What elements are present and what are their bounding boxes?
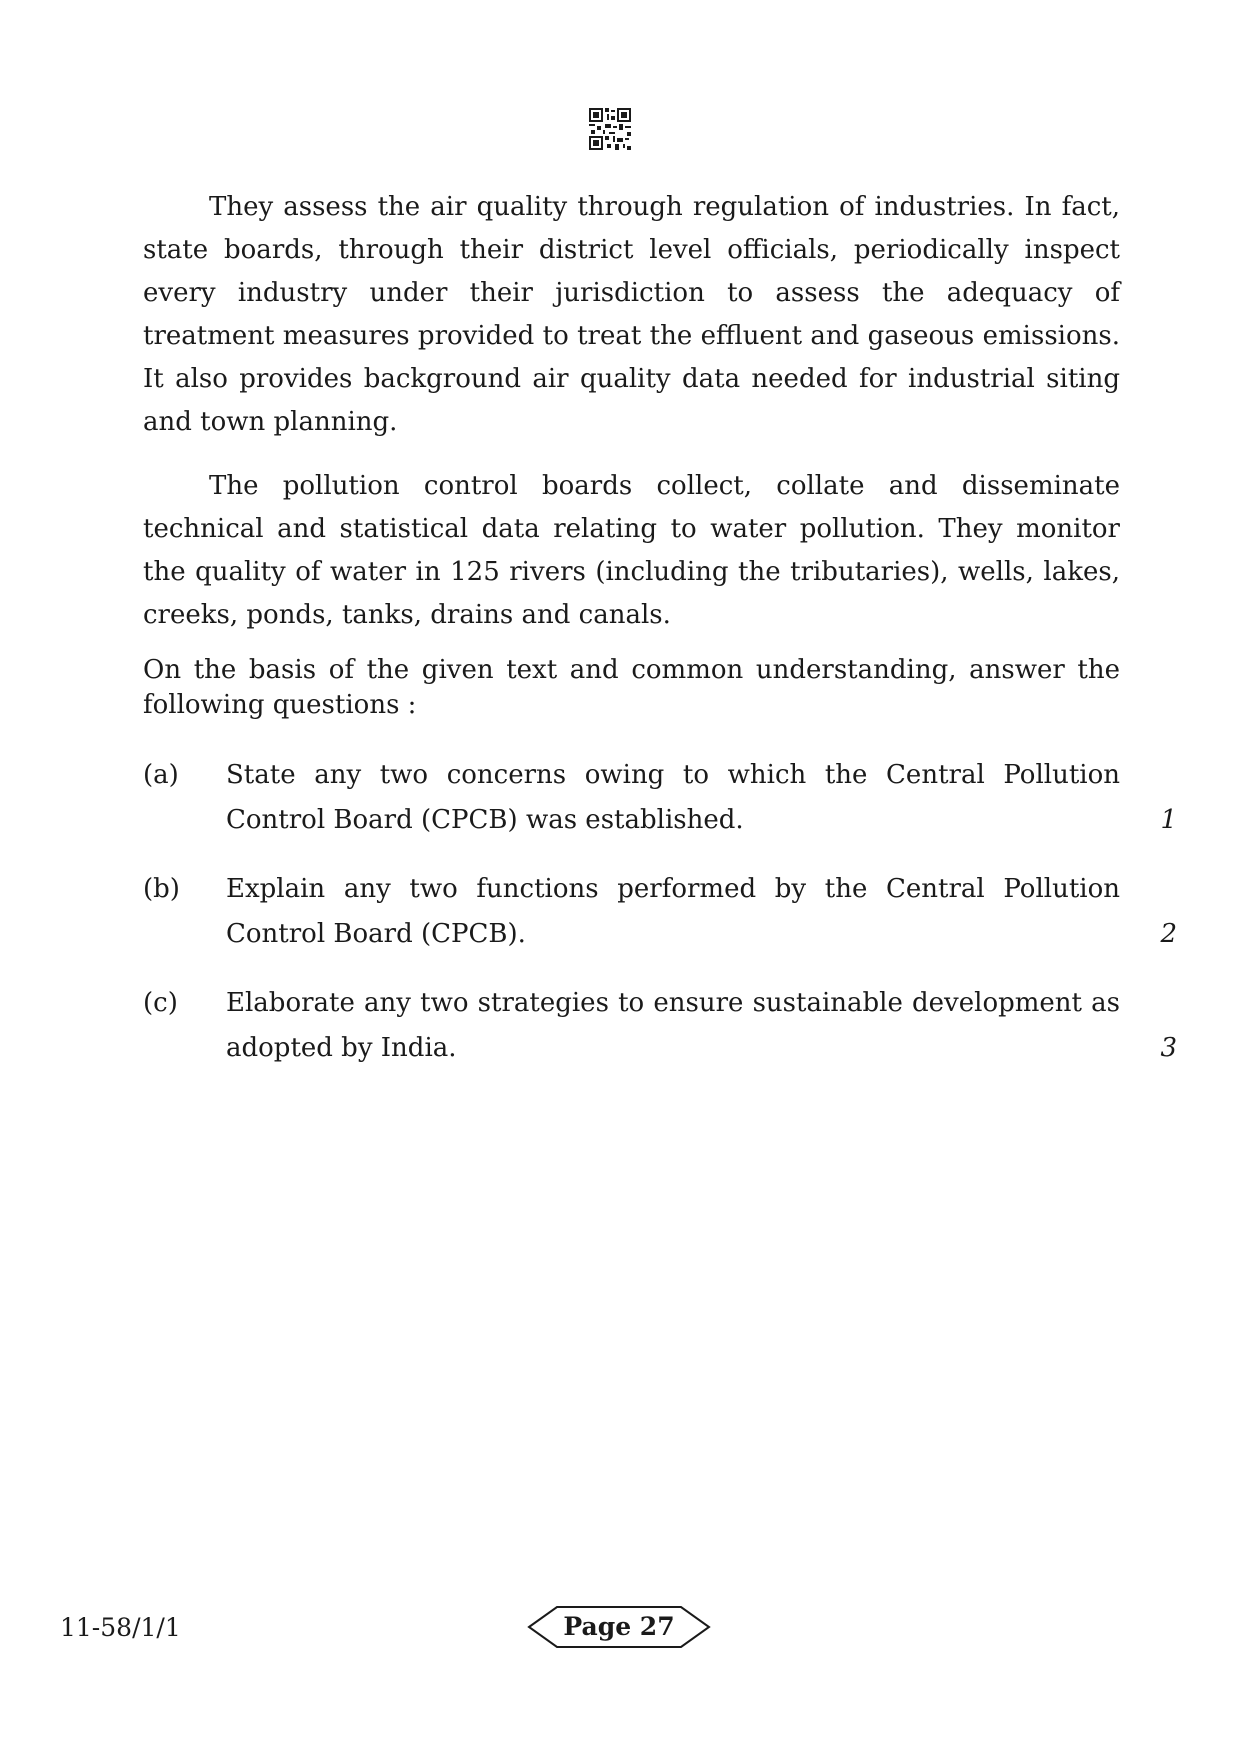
question-label: (a) xyxy=(143,760,179,790)
question-text: State any two concerns owing to which the Central Pollution Control Board (CPCB) was established. xyxy=(226,760,1120,835)
question-text: Explain any two functions performed by the Central Pollution Control Board (CPCB). xyxy=(226,874,1120,949)
question-marks: 1 xyxy=(1160,805,1177,835)
paragraph-air-quality: They assess the air quality through regulation of industries. In fact, state boards, through their district level officials, periodically inspect every industry under their jurisdiction to assess the adequacy of treatment measures provided to treat the effluent and gaseous emissions. It also provides background air quality data needed for industrial siting and town planning. xyxy=(143,192,1120,437)
question-text: Elaborate any two strategies to ensure sustainable development as adopted by India. xyxy=(226,988,1120,1063)
paragraph-water-pollution: The pollution control boards collect, collate and disseminate technical and statistical data relating to water pollution. They monitor the quality of water in 125 rivers (including the tributaries), wells, lakes, creeks, ponds, tanks, drains and canals. xyxy=(143,471,1120,630)
page-number-badge xyxy=(527,1605,711,1649)
question-marks: 3 xyxy=(1160,1033,1177,1063)
question-c xyxy=(143,981,1177,1071)
question-label: (b) xyxy=(143,874,180,904)
page-number: Page 27 xyxy=(563,1612,675,1641)
qr-code-icon xyxy=(589,108,631,150)
question-a xyxy=(143,753,1177,843)
paper-code: 11-58/1/1 xyxy=(60,1613,181,1642)
page-content xyxy=(143,186,1177,1095)
question-b xyxy=(143,867,1177,957)
question-marks: 2 xyxy=(1160,919,1177,949)
question-instructions: On the basis of the given text and common understanding, answer the following questions : xyxy=(143,655,1120,720)
question-label: (c) xyxy=(143,988,178,1018)
